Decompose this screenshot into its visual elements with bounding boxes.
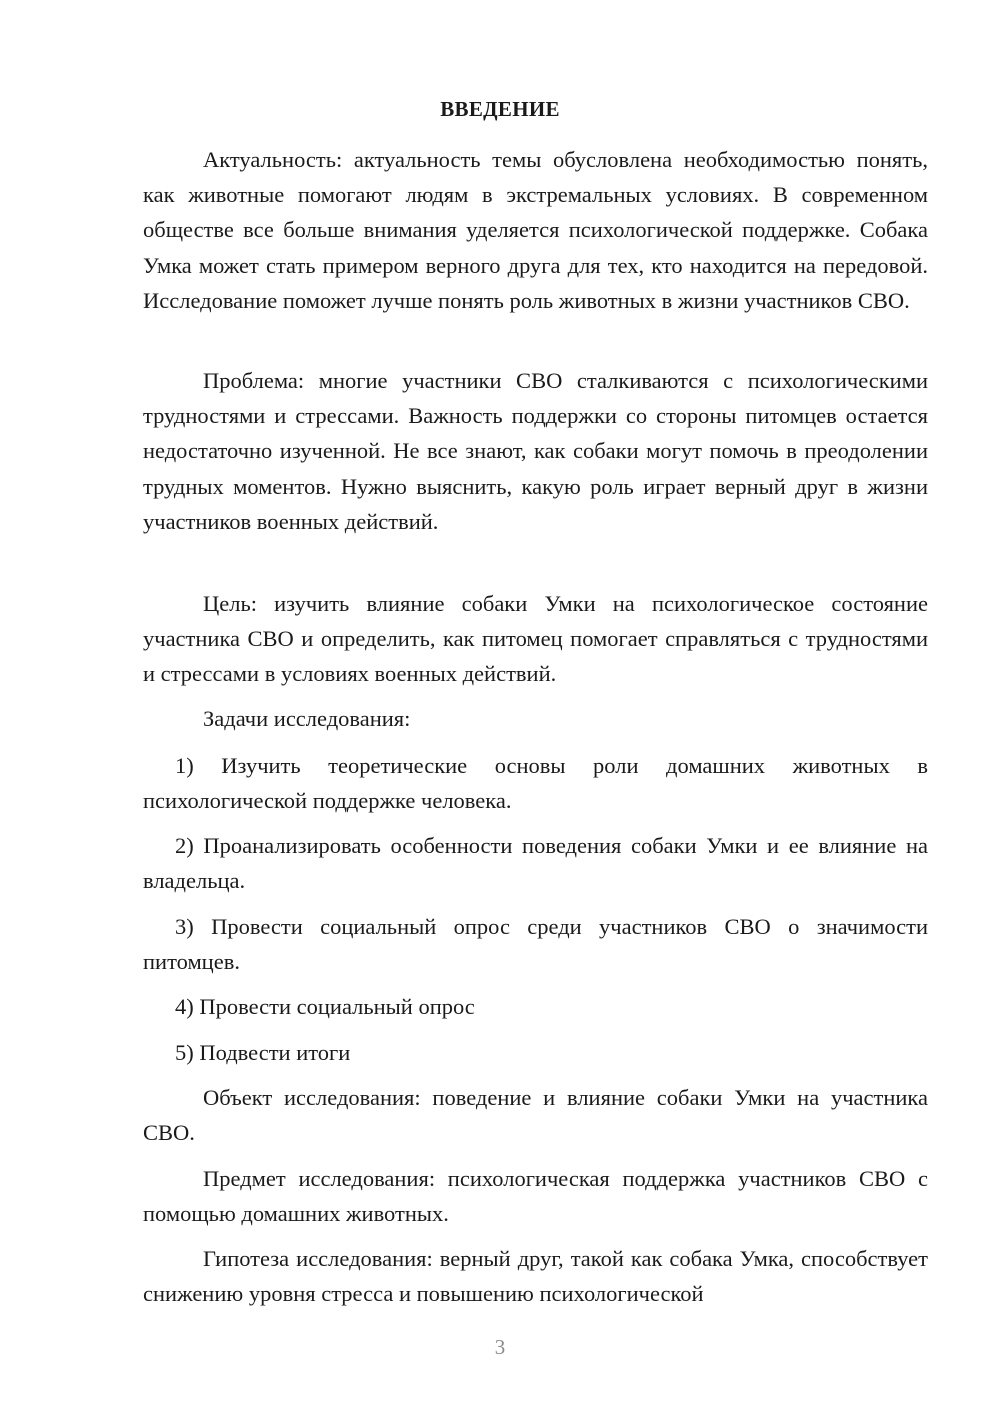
task-item-3: 3) Провести социальный опрос среди участников СВО о значимости питомцев. [143, 914, 928, 975]
paragraph-problem: Проблема: многие участники СВО сталкиваются с психологическими трудностями и стрессами. Важность поддержки со стороны питомцев остается недостаточно изученной. Не все знают, как собаки могут помочь в преодолении трудных моментов. Нужно выяснить, какую роль играет верный друг в жизни участников военных действий. [143, 368, 928, 534]
tasks-heading: Задачи исследования: [203, 706, 411, 731]
page-title: ВВЕДЕНИЕ [440, 97, 560, 121]
paragraph-relevance: Актуальность: актуальность темы обусловлена необходимостью понять, как животные помогают людям в экстремальных условиях. В современном обществе все больше внимания уделяется психологической поддержке. Собака Умка может стать примером верного друга для тех, кто находится на передовой. Исследование поможет лучше понять роль животных в жизни участников СВО. [143, 147, 928, 313]
task-item-2: 2) Проанализировать особенности поведения собаки Умки и ее влияние на владельца. [143, 833, 928, 894]
task-item-4: 4) Провести социальный опрос [175, 994, 475, 1019]
paragraph-subject: Предмет исследования: психологическая поддержка участников СВО с помощью домашних животных. [143, 1166, 928, 1227]
task-item-5: 5) Подвести итоги [175, 1040, 351, 1065]
paragraph-object: Объект исследования: поведение и влияние собаки Умки на участника СВО. [143, 1085, 928, 1146]
page-number: 3 [494, 1335, 506, 1359]
task-item-1: 1) Изучить теоретические основы роли домашних животных в психологической поддержке человека. [143, 753, 928, 814]
paragraph-goal: Цель: изучить влияние собаки Умки на психологическое состояние участника СВО и определить, как питомец помогает справляться с трудностями и стрессами в условиях военных действий. [143, 591, 928, 687]
paragraph-hypothesis: Гипотеза исследования: верный друг, такой как собака Умка, способствует снижению уровня стресса и повышению психологической [143, 1246, 928, 1307]
